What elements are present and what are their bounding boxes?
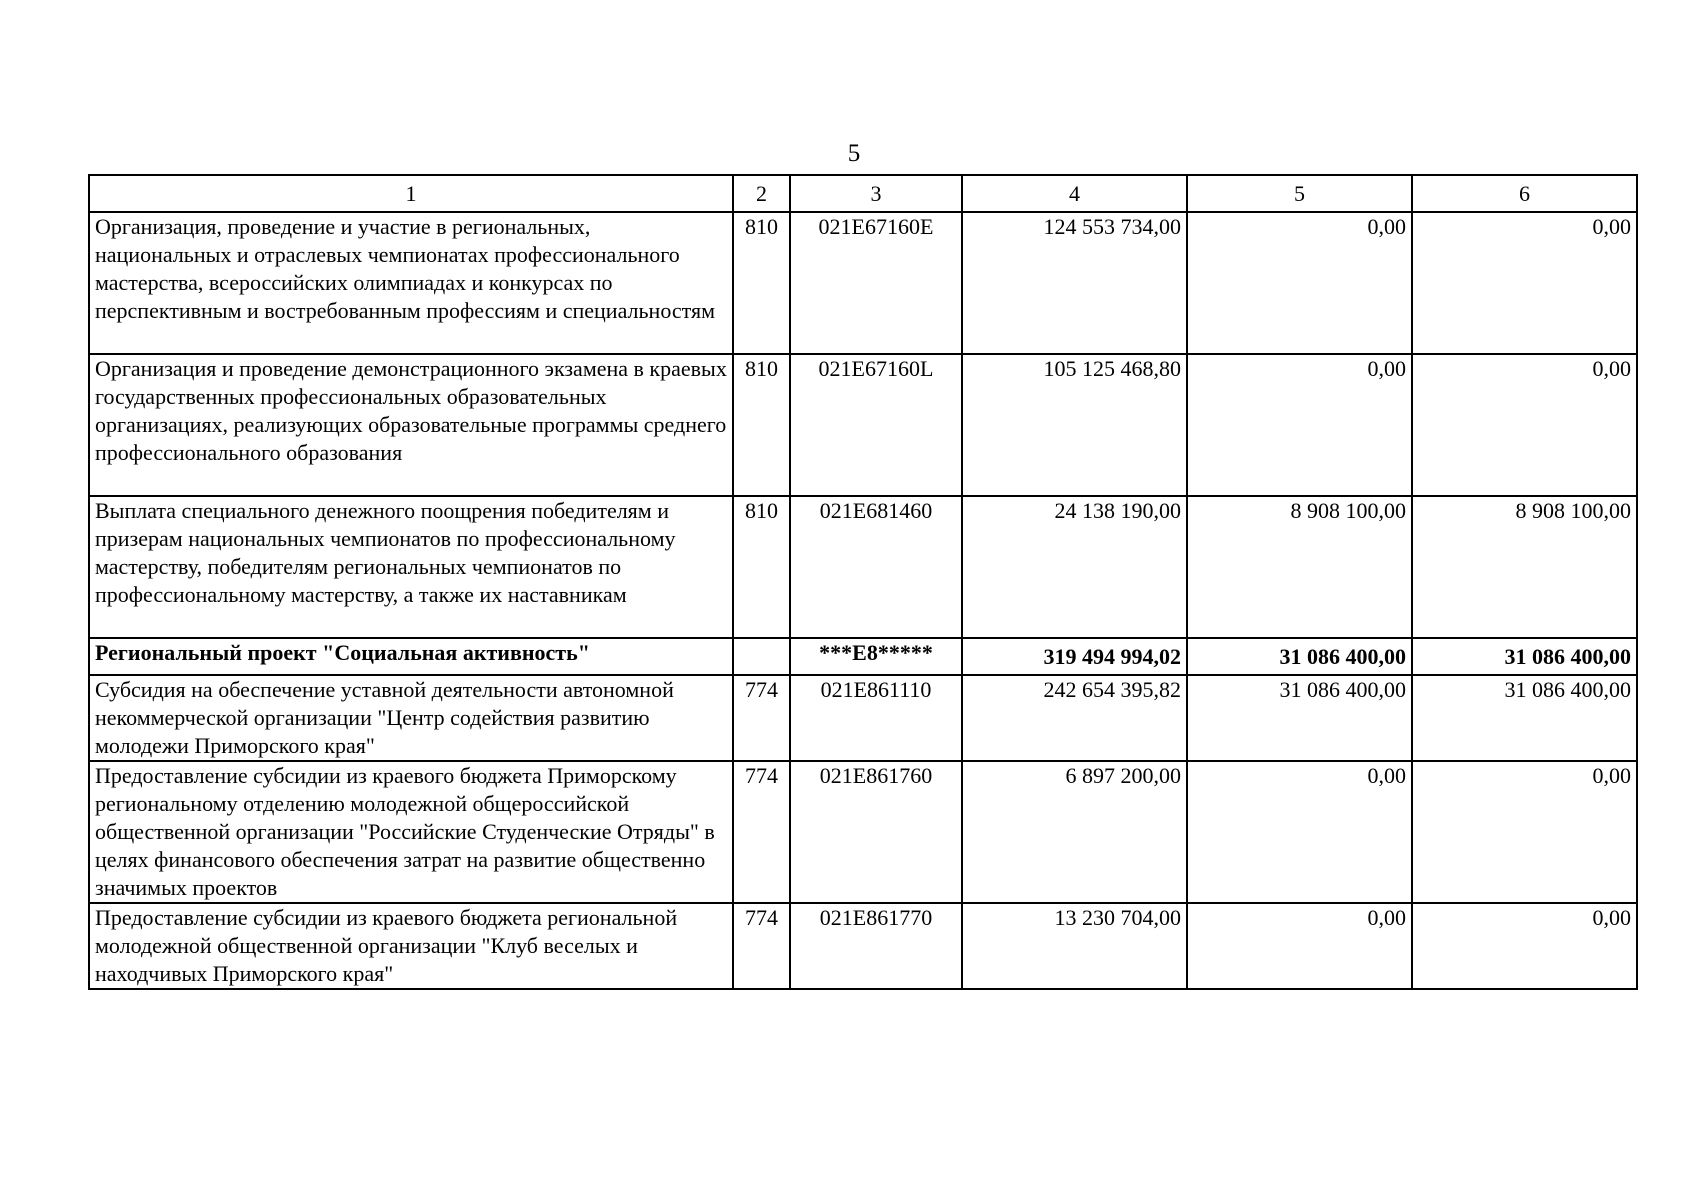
row-col4-amount: 242 654 395,82 bbox=[962, 675, 1187, 761]
column-header-3: 3 bbox=[790, 175, 962, 212]
row-description: Организация, проведение и участие в региональных, национальных и отраслевых чемпионатах профессионального мастерства, всероссийских олимпиадах и конкурсах по перспективным и востребованным профессиям и специальностям bbox=[89, 212, 733, 354]
table-header-row bbox=[89, 175, 1637, 212]
table-row bbox=[89, 496, 1637, 638]
row-col6-amount: 0,00 bbox=[1412, 761, 1637, 903]
row-col2-code: 774 bbox=[733, 761, 790, 903]
row-col3-code: 021E861760 bbox=[790, 761, 962, 903]
row-description: Региональный проект "Социальная активность" bbox=[89, 638, 733, 675]
table-row bbox=[89, 675, 1637, 761]
row-col3-code: ***E8***** bbox=[790, 638, 962, 675]
row-description: Выплата специального денежного поощрения победителям и призерам национальных чемпионатов по профессиональному мастерству, победителям региональных чемпионатов по профессиональному мастерству, а также их наставникам bbox=[89, 496, 733, 638]
table-row bbox=[89, 354, 1637, 496]
table-row bbox=[89, 212, 1637, 354]
row-col2-code: 810 bbox=[733, 496, 790, 638]
row-col6-amount: 31 086 400,00 bbox=[1412, 675, 1637, 761]
row-col3-code: 021E861770 bbox=[790, 903, 962, 989]
row-col4-amount: 24 138 190,00 bbox=[962, 496, 1187, 638]
row-col4-amount: 124 553 734,00 bbox=[962, 212, 1187, 354]
table-row bbox=[89, 903, 1637, 989]
column-header-2: 2 bbox=[733, 175, 790, 212]
row-description: Организация и проведение демонстрационного экзамена в краевых государственных профессиональных образовательных организациях, реализующих образовательные программы среднего профессионального образования bbox=[89, 354, 733, 496]
table-row-project-total bbox=[89, 638, 1637, 675]
row-col5-amount: 31 086 400,00 bbox=[1187, 638, 1412, 675]
row-col5-amount: 0,00 bbox=[1187, 354, 1412, 496]
row-col3-code: 021E67160E bbox=[790, 212, 962, 354]
column-header-5: 5 bbox=[1187, 175, 1412, 212]
row-col5-amount: 8 908 100,00 bbox=[1187, 496, 1412, 638]
row-col2-code: 774 bbox=[733, 903, 790, 989]
row-col2-code: 810 bbox=[733, 354, 790, 496]
row-description: Субсидия на обеспечение уставной деятельности автономной некоммерческой организации "Центр содействия развитию молодежи Приморского края" bbox=[89, 675, 733, 761]
row-col2-code: 810 bbox=[733, 212, 790, 354]
row-col3-code: 021E681460 bbox=[790, 496, 962, 638]
row-description: Предоставление субсидии из краевого бюджета региональной молодежной общественной организации "Клуб веселых и находчивых Приморского края" bbox=[89, 903, 733, 989]
row-col4-amount: 105 125 468,80 bbox=[962, 354, 1187, 496]
row-col3-code: 021E861110 bbox=[790, 675, 962, 761]
row-description: Предоставление субсидии из краевого бюджета Приморскому региональному отделению молодежной общероссийской общественной организации "Российские Студенческие Отряды" в целях финансового обеспечения затрат на развитие общественно значимых проектов bbox=[89, 761, 733, 903]
column-header-1: 1 bbox=[89, 175, 733, 212]
row-col6-amount: 0,00 bbox=[1412, 903, 1637, 989]
row-col5-amount: 31 086 400,00 bbox=[1187, 675, 1412, 761]
row-col4-amount: 13 230 704,00 bbox=[962, 903, 1187, 989]
column-header-4: 4 bbox=[962, 175, 1187, 212]
column-header-6: 6 bbox=[1412, 175, 1637, 212]
row-col2-code bbox=[733, 638, 790, 675]
row-col2-code: 774 bbox=[733, 675, 790, 761]
row-col4-amount: 6 897 200,00 bbox=[962, 761, 1187, 903]
row-col5-amount: 0,00 bbox=[1187, 903, 1412, 989]
row-col6-amount: 8 908 100,00 bbox=[1412, 496, 1637, 638]
row-col6-amount: 0,00 bbox=[1412, 354, 1637, 496]
row-col3-code: 021E67160L bbox=[790, 354, 962, 496]
row-col6-amount: 31 086 400,00 bbox=[1412, 638, 1637, 675]
table-row bbox=[89, 761, 1637, 903]
row-col5-amount: 0,00 bbox=[1187, 212, 1412, 354]
row-col6-amount: 0,00 bbox=[1412, 212, 1637, 354]
budget-table bbox=[88, 174, 1638, 990]
row-col4-amount: 319 494 994,02 bbox=[962, 638, 1187, 675]
page-number: 5 bbox=[847, 140, 861, 167]
row-col5-amount: 0,00 bbox=[1187, 761, 1412, 903]
